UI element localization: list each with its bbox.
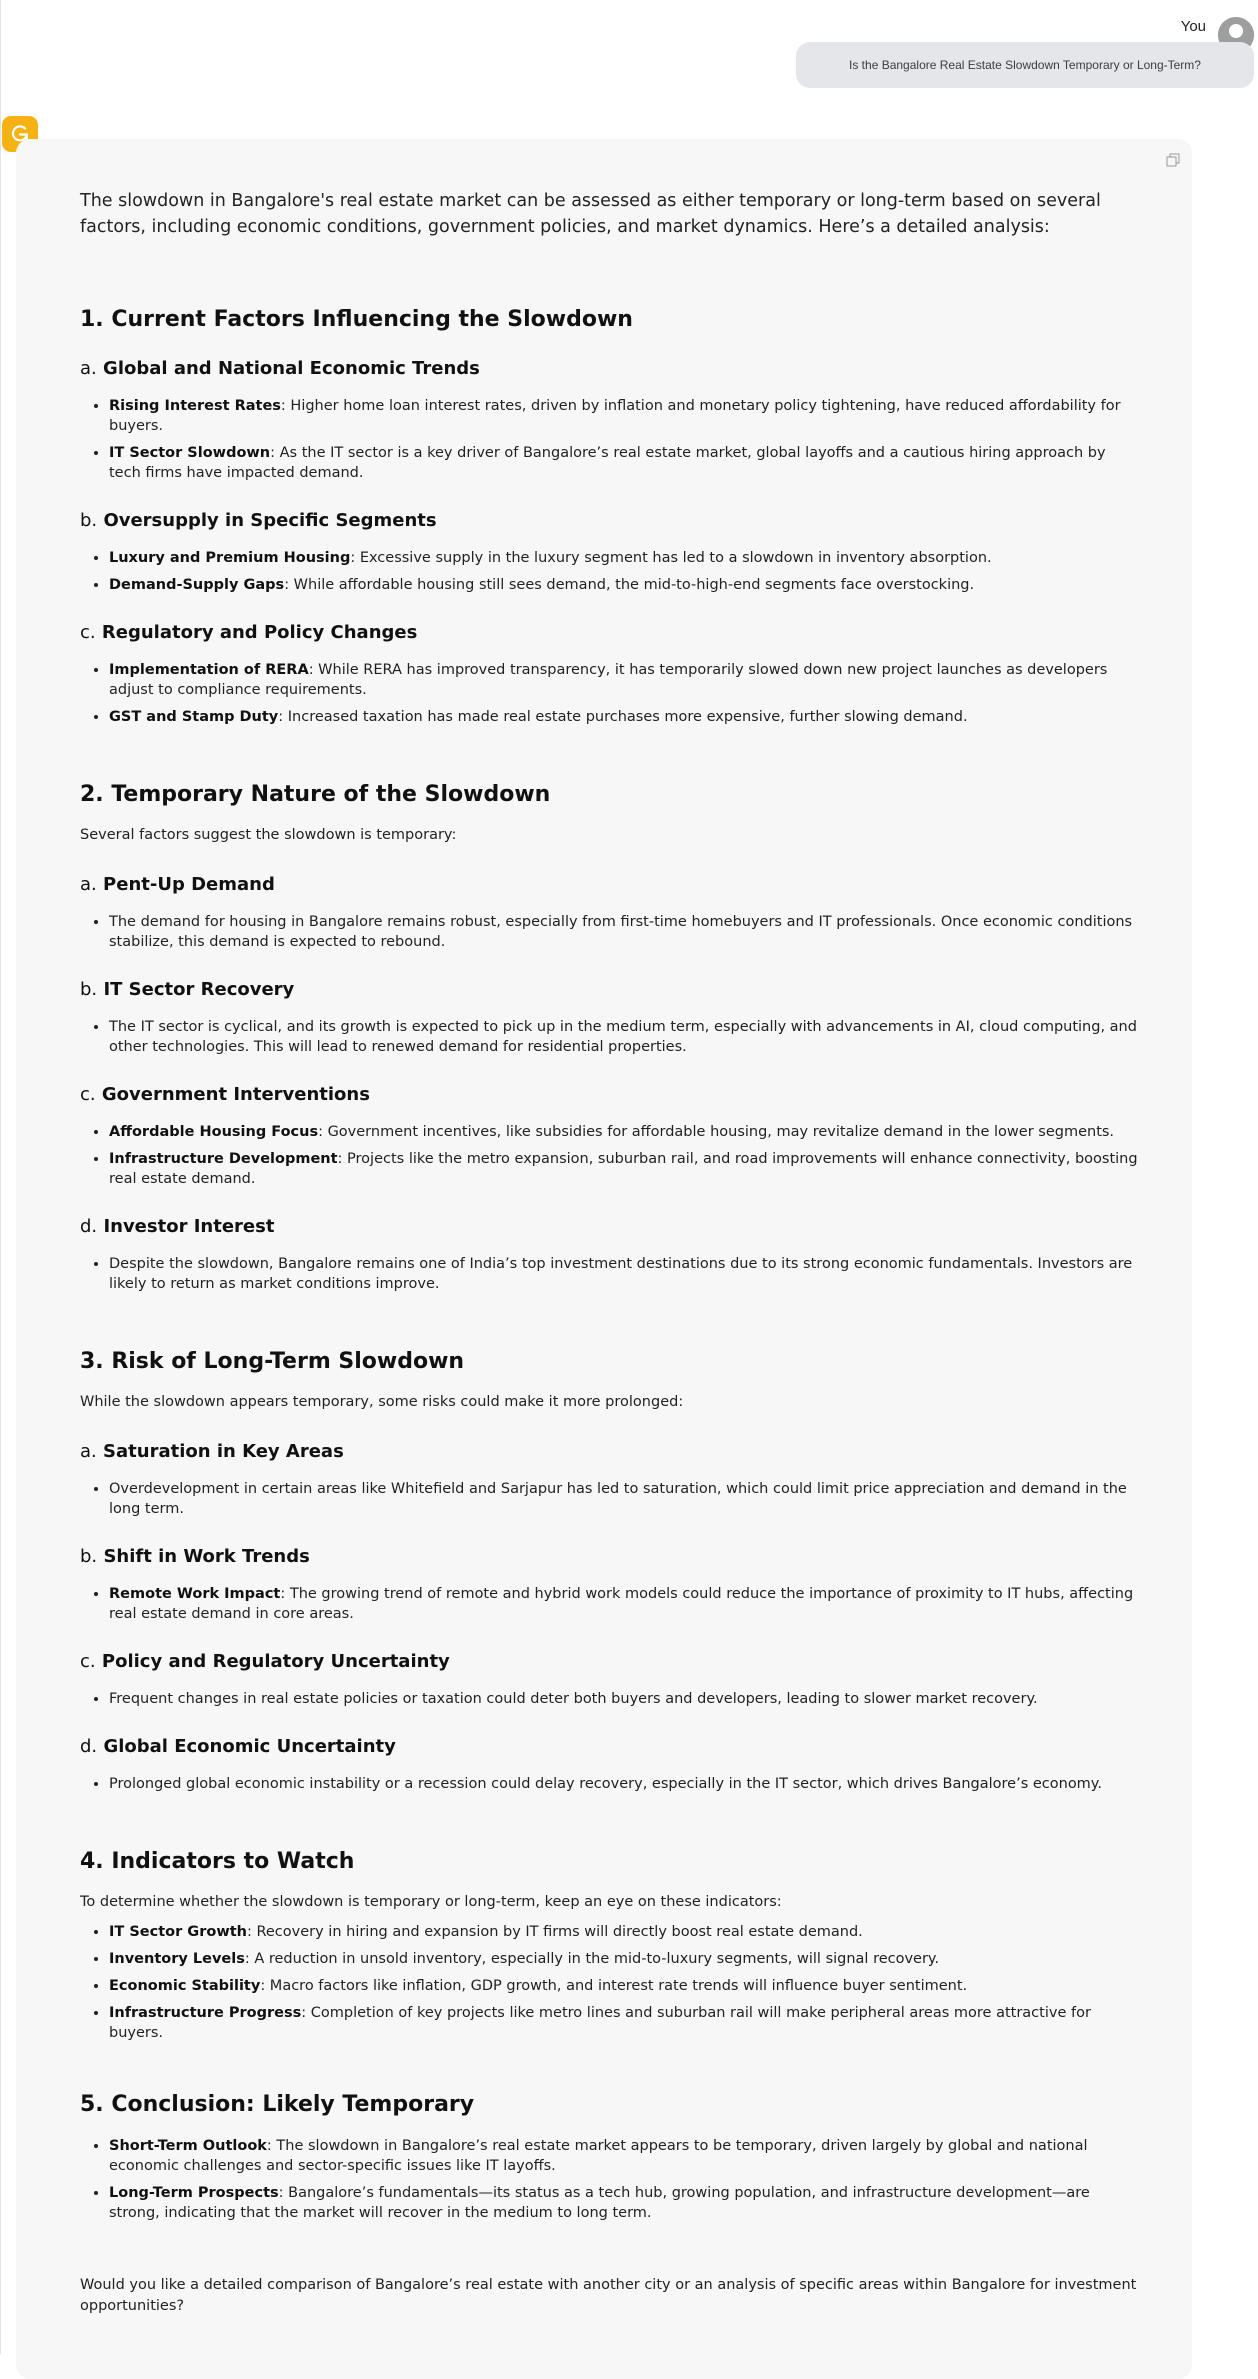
section-2-lead: Several factors suggest the slowdown is temporary: (80, 827, 457, 843)
list-item: • Infrastructure Progress: Completion of key projects like metro lines and suburban rail will make peripheral areas more attractive for buyers. (109, 2003, 1140, 2043)
section-2c-heading: c. Government Interventions (80, 1084, 370, 1105)
section-3b-heading: b. Shift in Work Trends (80, 1546, 310, 1567)
section-4-lead: To determine whether the slowdown is temporary or long-term, keep an eye on these indicators: (80, 1894, 782, 1910)
section-2d-list (80, 1254, 1140, 1294)
section-3d-heading: d. Global Economic Uncertainty (80, 1736, 396, 1757)
section-3d-list (80, 1774, 1140, 1794)
list-item: • Despite the slowdown, Bangalore remains one of India’s top investment destinations due to its strong economic fundamentals. Investors are likely to return as market conditions improve. (109, 1254, 1140, 1294)
list-item: • Demand-Supply Gaps: While affordable housing still sees demand, the mid-to-high-end segments face overstocking. (109, 575, 1140, 595)
section-3c-heading: c. Policy and Regulatory Uncertainty (80, 1651, 450, 1672)
section-2b-heading: b. IT Sector Recovery (80, 979, 295, 1000)
section-4-list (80, 1922, 1140, 2043)
list-item: • Long-Term Prospects: Bangalore’s fundamentals—its status as a tech hub, growing population, and infrastructure development—are strong, indicating that the market will recover in the medium to long term. (109, 2183, 1140, 2223)
section-2a-list (80, 912, 1140, 952)
list-item: • Overdevelopment in certain areas like Whitefield and Sarjapur has led to saturation, which could limit price appreciation and demand in the long term. (109, 1479, 1140, 1519)
list-item: • Economic Stability: Macro factors like inflation, GDP growth, and interest rate trends will influence buyer sentiment. (109, 1976, 1140, 1996)
list-item: • The IT sector is cyclical, and its growth is expected to pick up in the medium term, especially with advancements in AI, cloud computing, and other technologies. This will lead to renewed demand for residential properties. (109, 1017, 1140, 1057)
section-1b-list (80, 548, 1140, 595)
section-1c-heading: c. Regulatory and Policy Changes (80, 622, 418, 643)
list-item: • GST and Stamp Duty: Increased taxation has made real estate purchases more expensive, further slowing demand. (109, 707, 1140, 727)
section-2b-list (80, 1017, 1140, 1057)
section-5-list (80, 2136, 1140, 2223)
list-item: • Affordable Housing Focus: Government incentives, like subsidies for affordable housing, may revitalize demand in the lower segments. (109, 1122, 1140, 1142)
list-item: • IT Sector Slowdown: As the IT sector is a key driver of Bangalore’s real estate market, global layoffs and a cautious hiring approach by tech firms have impacted demand. (109, 443, 1140, 483)
section-1-heading: 1. Current Factors Influencing the Slowdown (80, 307, 633, 332)
user-question-bubble: Is the Bangalore Real Estate Slowdown Temporary or Long-Term? (796, 42, 1254, 88)
closing-question: Would you like a detailed comparison of Bangalore’s real estate with another city or an analysis of specific areas within Bangalore for investment opportunities? (80, 2277, 1137, 2314)
section-5-heading: 5. Conclusion: Likely Temporary (80, 2092, 475, 2117)
section-1c-list (80, 660, 1140, 727)
list-item: • Prolonged global economic instability or a recession could delay recovery, especially in the IT sector, which drives Bangalore’s economy. (109, 1774, 1140, 1794)
list-item: • Luxury and Premium Housing: Excessive supply in the luxury segment has led to a slowdown in inventory absorption. (109, 548, 1140, 568)
list-item: • Remote Work Impact: The growing trend of remote and hybrid work models could reduce the importance of proximity to IT hubs, affecting real estate demand in core areas. (109, 1584, 1140, 1624)
intro-text: The slowdown in Bangalore's real estate market can be assessed as either temporary or long-term based on several factors, including economic conditions, government policies, and market dynamics. Here’s a detailed analysis: (80, 191, 1101, 237)
section-2-heading: 2. Temporary Nature of the Slowdown (80, 782, 551, 807)
list-item: • IT Sector Growth: Recovery in hiring and expansion by IT firms will directly boost real estate demand. (109, 1922, 1140, 1942)
list-item: • Inventory Levels: A reduction in unsold inventory, especially in the mid-to-luxury segments, will signal recovery. (109, 1949, 1140, 1969)
list-item: • Infrastructure Development: Projects like the metro expansion, suburban rail, and road improvements will enhance connectivity, boosting real estate demand. (109, 1149, 1140, 1189)
section-3-heading: 3. Risk of Long-Term Slowdown (80, 1349, 465, 1374)
list-item: • Implementation of RERA: While RERA has improved transparency, it has temporarily slowed down new project launches as developers adjust to compliance requirements. (109, 660, 1140, 700)
section-3a-list (80, 1479, 1140, 1519)
section-4-heading: 4. Indicators to Watch (80, 1849, 355, 1874)
section-3-lead: While the slowdown appears temporary, some risks could make it more prolonged: (80, 1394, 684, 1410)
copy-icon[interactable] (1166, 152, 1180, 166)
list-item: • The demand for housing in Bangalore remains robust, especially from first-time homebuyers and IT professionals. Once economic conditions stabilize, this demand is expected to rebound. (109, 912, 1140, 952)
user-name: You (1180, 18, 1206, 35)
section-2d-heading: d. Investor Interest (80, 1216, 275, 1237)
section-1b-heading: b. Oversupply in Specific Segments (80, 510, 437, 531)
section-3c-list (80, 1689, 1140, 1709)
section-2a-heading: a. Pent-Up Demand (80, 874, 275, 895)
left-border (0, 0, 1, 2354)
list-item: • Short-Term Outlook: The slowdown in Bangalore’s real estate market appears to be temporary, driven largely by global and national economic challenges and sector-specific issues like IT layoffs. (109, 2136, 1140, 2176)
list-item: • Frequent changes in real estate policies or taxation could deter both buyers and developers, leading to slower market recovery. (109, 1689, 1140, 1709)
answer-content (80, 184, 1140, 2317)
section-1a-list (80, 396, 1140, 483)
section-3a-heading: a. Saturation in Key Areas (80, 1441, 344, 1462)
section-3b-list (80, 1584, 1140, 1624)
section-1a-heading: a. Global and National Economic Trends (80, 358, 480, 379)
section-2c-list (80, 1122, 1140, 1189)
list-item: • Rising Interest Rates: Higher home loan interest rates, driven by inflation and monetary policy tightening, have reduced affordability for buyers. (109, 396, 1140, 436)
